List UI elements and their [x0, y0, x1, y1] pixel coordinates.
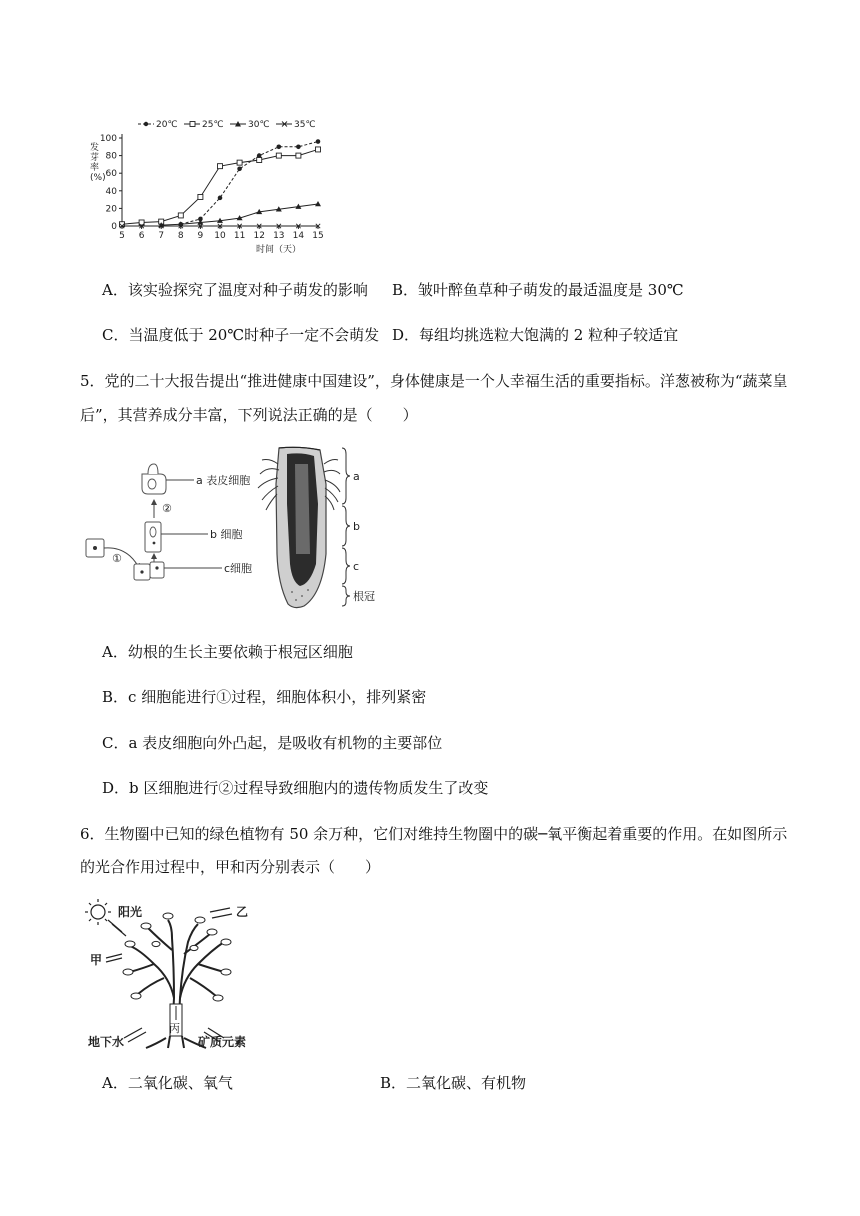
yi-arrow [210, 908, 232, 918]
q5-stem-line2: 后”，其营养成分丰富，下列说法正确的是（ ） [80, 406, 418, 424]
label-minerals: 矿质元素 [198, 1035, 247, 1049]
q5-stem-line1: 5．党的二十大报告提出“推进健康中国建设”，身体健康是一个人幸福生活的重要指标。洋葱被称为“蔬菜皇 [80, 372, 788, 390]
cell-c [134, 562, 164, 580]
data-point [316, 147, 321, 152]
x-tick-label: 8 [177, 231, 184, 241]
label-process-1: ① [112, 552, 122, 565]
sun-icon [85, 899, 111, 925]
label-yi: 乙 [236, 905, 249, 919]
chart-legend [138, 120, 316, 130]
legend-marker-25 [190, 122, 195, 127]
groundwater-arrow [124, 1028, 146, 1042]
photosynthesis-tree-figure [84, 898, 264, 1058]
data-point [315, 201, 321, 206]
q5-option-a: A．幼根的生长主要依赖于根冠区细胞 [102, 643, 353, 661]
legend-label: 30℃ [248, 120, 270, 130]
y-tick-label: 60 [105, 169, 117, 180]
q5-option-d: D．b 区细胞进行②过程导致细胞内的遗传物质发生了改变 [102, 779, 489, 797]
zone-label-c: c [353, 560, 360, 573]
data-point [276, 153, 281, 158]
x-tick-label: 14 [292, 231, 305, 241]
y-axis-label-text: 发芽率(%) [90, 143, 106, 183]
x-axis-label: 时间（天） [256, 245, 302, 255]
x-tick-label: 15 [312, 231, 324, 241]
trunk [146, 1036, 206, 1048]
arrow-head [151, 499, 157, 505]
x-tick-label: 13 [273, 231, 285, 241]
data-point [316, 139, 321, 144]
data-point [237, 167, 242, 172]
label-a-cell: a 表皮细胞 [196, 474, 251, 487]
epidermal-cell-a [142, 464, 166, 494]
data-point [198, 194, 203, 199]
data-point [277, 145, 282, 150]
q6-stem-line1: 6．生物圈中已知的绿色植物有 50 余万种，它们对维持生物圈中的碳─氧平衡起着重要的作用。在如图所示 [80, 825, 788, 843]
data-point [296, 153, 301, 158]
label-groundwater: 地下水 [88, 1035, 125, 1049]
q5-option-b: B．c 细胞能进行①过程，细胞体积小，排列紧密 [102, 688, 427, 706]
y-tick-label: 0 [111, 222, 117, 232]
q6-option-b: B．二氧化碳、有机物 [380, 1074, 527, 1092]
data-point [178, 213, 183, 218]
y-tick-label: 80 [105, 151, 117, 162]
legend-marker-20 [144, 122, 148, 126]
zone-label-root-cap: 根冠 [353, 590, 375, 603]
q6-option-a: A．二氧化碳、氧气 [102, 1074, 233, 1092]
arrow-head [151, 553, 157, 559]
x-tick-label: 6 [138, 231, 145, 241]
zone-label-b: b [353, 520, 360, 533]
label-c-cell: c细胞 [224, 562, 253, 575]
x-tick-label: 7 [158, 231, 165, 241]
data-point [237, 160, 242, 165]
series-line-25℃ [122, 149, 318, 224]
legend-label: 35℃ [294, 120, 316, 130]
q5-option-c: C．a 表皮细胞向外凸起，是吸收有机物的主要部位 [102, 734, 443, 752]
label-sunlight: 阳光 [118, 905, 143, 919]
legend-label: 20℃ [156, 120, 178, 130]
cell-b [145, 522, 161, 552]
q4-option-b: B．皱叶醉鱼草种子萌发的最适温度是 30℃ [392, 281, 684, 299]
root-tip-figure [82, 444, 382, 610]
x-tick-label: 9 [197, 231, 204, 241]
zone-braces [342, 448, 350, 606]
x-tick-label: 12 [253, 231, 265, 241]
label-bing: 丙 [169, 1022, 180, 1035]
data-point [218, 196, 223, 201]
data-point [218, 164, 223, 169]
x-tick-label: 11 [233, 231, 246, 241]
y-tick-label: 20 [105, 204, 117, 215]
data-point [257, 158, 262, 163]
x-tick-label: 5 [119, 231, 125, 241]
legend-label: 25℃ [202, 120, 224, 130]
label-jia: 甲 [90, 953, 103, 967]
sunlight-arrow [112, 924, 126, 936]
zone-label-a: a [353, 470, 360, 483]
series-line-30℃ [161, 204, 318, 225]
q4-option-c: C．当温度低于 20℃时种子一定不会萌发 [102, 326, 380, 344]
y-tick-label: 40 [105, 186, 117, 197]
germination-rate-chart [80, 114, 324, 256]
chart-plot-area [120, 139, 322, 228]
meristem-cell [86, 539, 104, 557]
q4-option-d: D．每组均挑选粒大饱满的 2 粒种子较适宜 [392, 326, 679, 344]
x-tick-label: 10 [214, 231, 226, 241]
data-point [296, 145, 301, 150]
y-tick-label: 100 [99, 134, 117, 144]
q6-stem-line2: 的光合作用过程中，甲和丙分别表示（ ） [80, 858, 381, 876]
y-axis-label [90, 141, 106, 183]
label-process-2: ② [162, 502, 172, 515]
label-b-cell: b 细胞 [210, 528, 243, 541]
jia-arrow [106, 954, 122, 962]
chart-axes [100, 134, 324, 241]
q4-option-a: A．该实验探究了温度对种子萌发的影响 [102, 281, 368, 299]
root-tip-drawing [258, 447, 340, 607]
leaves [123, 913, 231, 1001]
